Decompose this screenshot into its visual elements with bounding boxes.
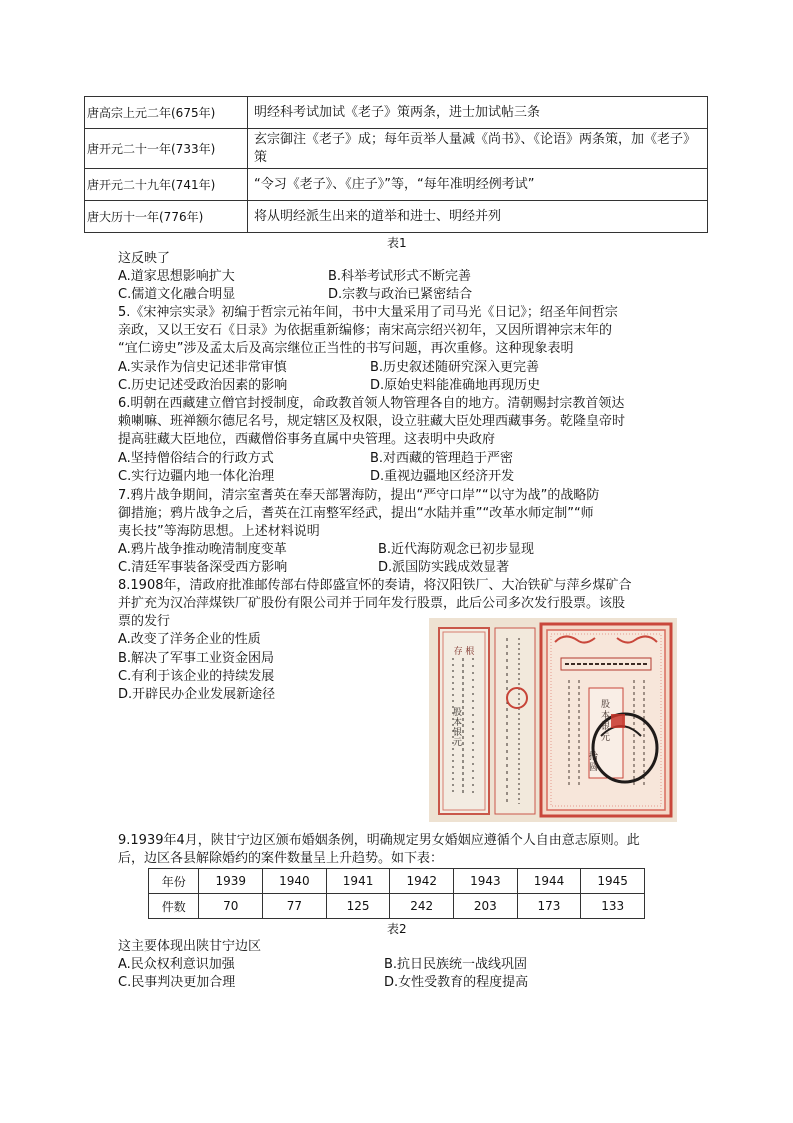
option-8a: A.改变了洋务企业的性质 [118, 632, 261, 647]
question-6-line: 提高驻藏大臣地位，西藏僧俗事务直属中央管理。这表明中央政府 [118, 432, 496, 447]
table-cell-count: 77 [263, 894, 327, 919]
option-9c: C.民事判决更加合理 [118, 975, 236, 990]
table-1 [84, 96, 708, 233]
question-8-line: 并扩充为汉冶萍煤铁厂矿股份有限公司并于同年发行股票，此后公司多次发行股票。该股 [118, 596, 626, 611]
option-4d: D.宗教与政治已紧密结合 [328, 287, 473, 302]
question-9-line: 9.1939年4月，陕甘宁边区颁布婚姻条例，明确规定男女婚姻应遵循个人自由意志原则。此 [118, 833, 640, 848]
certificate-stub-label: 股本银元 [453, 708, 463, 748]
option-7c: C.清廷军事装备深受西方影响 [118, 560, 288, 575]
option-9a: A.民众权利意识加强 [118, 957, 235, 972]
table-cell-event: 将从明经派生出来的道举和进士、明经并列 [248, 201, 708, 233]
option-9d: D.女性受教育的程度提高 [384, 975, 529, 990]
table-2-caption: 表2 [387, 922, 407, 936]
table-cell-event: 玄宗御注《老子》成；每年贡举人量减《尚书》、《论语》两条策，加《老子》策 [248, 129, 708, 169]
question-7-line: 7.鸦片战争期间，清宗室耆英在奉天部署海防，提出“严守口岸”“以守为战”的战略防 [118, 488, 600, 503]
table-cell-era: 唐大历十一年(776年) [85, 201, 248, 233]
share-certificate-image [429, 618, 677, 822]
table-header-year: 年份 [149, 869, 199, 894]
certificate-main-label: 股本银元 [601, 700, 611, 743]
option-4c: C.儒道文化融合明显 [118, 287, 236, 302]
option-7a: A.鸦片战争推动晚清制度变革 [118, 542, 287, 557]
question-9-line: 后，边区各县解除婚约的案件数量呈上升趋势。如下表： [118, 851, 444, 866]
table-header-count: 件数 [149, 894, 199, 919]
table-1-caption: 表1 [387, 236, 407, 250]
question-9-stem: 这主要体现出陕甘宁边区 [118, 939, 262, 954]
question-5-line: 亲政，又以王安石《日录》为依据重新编修；南宋高宗绍兴初年，又因所谓神宗末年的 [118, 323, 613, 338]
table-cell-count: 242 [390, 894, 454, 919]
question-6-line: 6.明朝在西藏建立僧官封授制度，命政教首领人物管理各自的地方。清朝赐封宗教首领达 [118, 396, 625, 411]
table-cell-count: 173 [517, 894, 581, 919]
option-9b: B.抗日民族统一战线巩固 [384, 957, 528, 972]
table-cell-count: 125 [326, 894, 390, 919]
option-5d: D.原始史料能准确地再现历史 [370, 378, 541, 393]
certificate-stub-title: 存 根 [453, 647, 475, 657]
option-5b: B.历史叙述随研究深入更完善 [370, 360, 540, 375]
certificate-value: 拾圆 [589, 752, 599, 773]
table-cell-year: 1941 [326, 869, 390, 894]
table-cell-era: 唐高宗上元二年(675年) [85, 97, 248, 129]
table-cell-year: 1944 [517, 869, 581, 894]
table-row-year [149, 869, 645, 894]
option-7b: B.近代海防观念已初步显现 [378, 542, 535, 557]
table-row [85, 97, 708, 129]
option-4b: B.科举考试形式不断完善 [328, 269, 472, 284]
option-8d: D.开辟民办企业发展新途径 [118, 687, 276, 702]
question-5-line: 5.《宋神宗实录》初编于哲宗元祐年间，书中大量采用了司马光《日记》；绍圣年间哲宗 [118, 305, 618, 320]
question-7-line: 夷长技”等海防思想。上述材料说明 [118, 524, 320, 539]
table-cell-year: 1942 [390, 869, 454, 894]
option-6a: A.坚持僧俗结合的行政方式 [118, 451, 274, 466]
table-cell-era: 唐开元二十九年(741年) [85, 169, 248, 201]
table-cell-year: 1940 [263, 869, 327, 894]
table-cell-count: 70 [199, 894, 263, 919]
option-6c: C.实行边疆内地一体化治理 [118, 469, 275, 484]
option-6d: D.重视边疆地区经济开发 [370, 469, 515, 484]
table-row [85, 201, 708, 233]
table-cell-event: 明经科考试加试《老子》策两条，进士加试帖三条 [248, 97, 708, 129]
option-8b: B.解决了军事工业资金困局 [118, 651, 275, 666]
question-8-line: 8.1908年，清政府批准邮传部右侍郎盛宣怀的奏请，将汉阳铁厂、大冶铁矿与萍乡煤矿合 [118, 578, 632, 593]
table-cell-count: 133 [581, 894, 645, 919]
option-5c: C.历史记述受政治因素的影响 [118, 378, 288, 393]
table-cell-event: “令习《老子》、《庄子》”等，“每年准明经例考试” [248, 169, 708, 201]
table-cell-era: 唐开元二十一年(733年) [85, 129, 248, 169]
table-row [85, 169, 708, 201]
option-7d: D.派国防实践成效显著 [378, 560, 510, 575]
option-8c: C.有利于该企业的持续发展 [118, 669, 275, 684]
table-cell-year: 1945 [581, 869, 645, 894]
question-5-line: “宜仁谤史”涉及孟太后及高宗继位正当性的书写问题，再次重修。这种现象表明 [118, 341, 574, 356]
table-cell-year: 1939 [199, 869, 263, 894]
option-4a: A.道家思想影响扩大 [118, 269, 235, 284]
table-cell-year: 1943 [454, 869, 518, 894]
table-row-count [149, 894, 645, 919]
question-6-line: 赖喇嘛、班禅额尔德尼名号，规定辖区及权限，设立驻藏大臣处理西藏事务。乾隆皇帝时 [118, 414, 626, 429]
option-5a: A.实录作为信史记述非常审慎 [118, 360, 287, 375]
table-row [85, 129, 708, 169]
table-cell-count: 203 [454, 894, 518, 919]
question-4-stem: 这反映了 [118, 251, 171, 266]
table-2 [148, 868, 645, 919]
question-7-line: 御措施；鸦片战争之后，耆英在江南整军经武，提出“水陆并重”“改革水师定制”“师 [118, 506, 594, 521]
option-6b: B.对西藏的管理趋于严密 [370, 451, 514, 466]
question-8-line: 票的发行 [118, 614, 171, 629]
